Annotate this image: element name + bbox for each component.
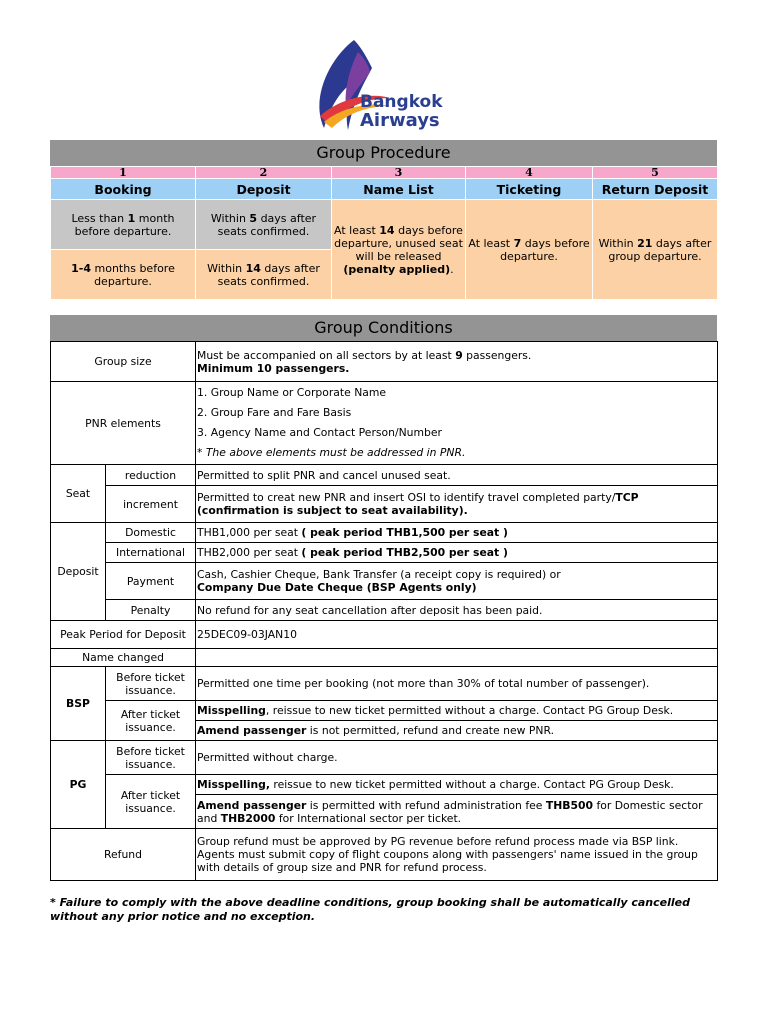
ticketing-rule: At least 7 days before departure. bbox=[466, 200, 593, 300]
table-row bbox=[51, 486, 718, 523]
bsp-after-amend: Amend passenger is not permitted, refund and create new PNR. bbox=[196, 721, 718, 741]
return-deposit-rule: Within 21 days after group departure. bbox=[593, 200, 718, 300]
bsp-label: BSP bbox=[51, 667, 106, 741]
list-item: 1. Group Name or Corporate Name bbox=[197, 386, 387, 399]
name-changed-value bbox=[196, 649, 718, 667]
step-number: 1 bbox=[51, 167, 196, 179]
name-changed-label: Name changed bbox=[51, 649, 196, 667]
table-row bbox=[51, 667, 718, 701]
group-size-label: Group size bbox=[51, 342, 196, 382]
pg-after-misspelling: Misspelling, reissue to new ticket permitted without a charge. Contact PG Group Desk. bbox=[196, 775, 718, 795]
bsp-after-label: After ticket issuance. bbox=[106, 701, 196, 741]
step-header-return-deposit: Return Deposit bbox=[593, 179, 718, 200]
table-row bbox=[51, 829, 718, 881]
group-size-value: Must be accompanied on all sectors by at least 9 passengers. Minimum 10 passengers. bbox=[196, 342, 718, 382]
deposit-rule-a: Within 5 days after seats confirmed. bbox=[196, 200, 332, 250]
bsp-after-misspelling: Misspelling, reissue to new ticket permitted without a charge. Contact PG Group Desk. bbox=[196, 701, 718, 721]
peak-period-label: Peak Period for Deposit bbox=[51, 621, 196, 649]
step-number: 3 bbox=[332, 167, 466, 179]
pg-after-label: After ticket issuance. bbox=[106, 775, 196, 829]
procedure-table bbox=[50, 166, 718, 300]
table-row bbox=[51, 543, 718, 563]
bsp-before-value: Permitted one time per booking (not more than 30% of total number of passenger). bbox=[196, 667, 718, 701]
conditions-title: Group Conditions bbox=[50, 315, 717, 341]
logo-text-airways: Airways bbox=[360, 110, 440, 131]
pg-before-label: Before ticket issuance. bbox=[106, 741, 196, 775]
seat-reduction-value: Permitted to split PNR and cancel unused seat. bbox=[196, 465, 718, 486]
table-row bbox=[51, 465, 718, 486]
refund-value: Group refund must be approved by PG revenue before refund process made via BSP link. Agents must submit copy of flight coupons along with passengers' name issued in the group with details of group size and PNR for refund process. bbox=[196, 829, 718, 881]
deposit-penalty-label: Penalty bbox=[106, 600, 196, 621]
seat-reduction-label: reduction bbox=[106, 465, 196, 486]
table-row bbox=[51, 649, 718, 667]
bangkok-airways-logo bbox=[310, 38, 450, 138]
deposit-label: Deposit bbox=[51, 523, 106, 621]
list-item: 3. Agency Name and Contact Person/Number bbox=[197, 426, 442, 439]
seat-increment-label: increment bbox=[106, 486, 196, 523]
table-row bbox=[51, 701, 718, 721]
deposit-international-value: THB2,000 per seat ( peak period THB2,500 per seat ) bbox=[196, 543, 718, 563]
logo-text-bangkok: Bangkok bbox=[360, 92, 443, 112]
deposit-payment-label: Payment bbox=[106, 563, 196, 600]
table-row bbox=[51, 523, 718, 543]
step-number: 5 bbox=[593, 167, 718, 179]
list-item: 2. Group Fare and Fare Basis bbox=[197, 406, 352, 419]
step-header-booking: Booking bbox=[51, 179, 196, 200]
pg-label: PG bbox=[51, 741, 106, 829]
pg-before-value: Permitted without charge. bbox=[196, 741, 718, 775]
footnote: * Failure to comply with the above deadline conditions, group booking shall be automatically cancelled without any prior notice and no exception. bbox=[50, 896, 690, 923]
step-number: 4 bbox=[466, 167, 593, 179]
step-header-deposit: Deposit bbox=[196, 179, 332, 200]
step-header-name-list: Name List bbox=[332, 179, 466, 200]
table-row bbox=[51, 600, 718, 621]
deposit-penalty-value: No refund for any seat cancellation after deposit has been paid. bbox=[196, 600, 718, 621]
refund-label: Refund bbox=[51, 829, 196, 881]
deposit-domestic-value: THB1,000 per seat ( peak period THB1,500 per seat ) bbox=[196, 523, 718, 543]
deposit-payment-value: Cash, Cashier Cheque, Bank Transfer (a receipt copy is required) or Company Due Date Cheque (BSP Agents only) bbox=[196, 563, 718, 600]
table-row bbox=[51, 621, 718, 649]
table-row bbox=[51, 563, 718, 600]
step-number: 2 bbox=[196, 167, 332, 179]
list-item: * The above elements must be addressed in PNR. bbox=[197, 446, 466, 459]
deposit-rule-b: Within 14 days after seats confirmed. bbox=[196, 250, 332, 300]
pg-after-amend: Amend passenger is permitted with refund administration fee THB500 for Domestic sector and THB2000 for International sector per ticket. bbox=[196, 795, 718, 829]
booking-rule-a: Less than 1 month before departure. bbox=[51, 200, 196, 250]
pnr-elements-value bbox=[196, 382, 718, 465]
seat-increment-value: Permitted to creat new PNR and insert OSI to identify travel completed party/TCP (confirmation is subject to seat availability). bbox=[196, 486, 718, 523]
conditions-table bbox=[50, 341, 718, 881]
pnr-elements-label: PNR elements bbox=[51, 382, 196, 465]
name-list-rule: At least 14 days before departure, unused seat will be released (penalty applied). bbox=[332, 200, 466, 300]
table-row bbox=[51, 382, 718, 465]
procedure-title: Group Procedure bbox=[50, 140, 717, 166]
table-row bbox=[51, 342, 718, 382]
step-header-ticketing: Ticketing bbox=[466, 179, 593, 200]
peak-period-value: 25DEC09-03JAN10 bbox=[196, 621, 718, 649]
deposit-domestic-label: Domestic bbox=[106, 523, 196, 543]
deposit-international-label: International bbox=[106, 543, 196, 563]
seat-label: Seat bbox=[51, 465, 106, 523]
table-row bbox=[51, 741, 718, 775]
table-row bbox=[51, 775, 718, 795]
booking-rule-b: 1-4 months before departure. bbox=[51, 250, 196, 300]
bsp-before-label: Before ticket issuance. bbox=[106, 667, 196, 701]
